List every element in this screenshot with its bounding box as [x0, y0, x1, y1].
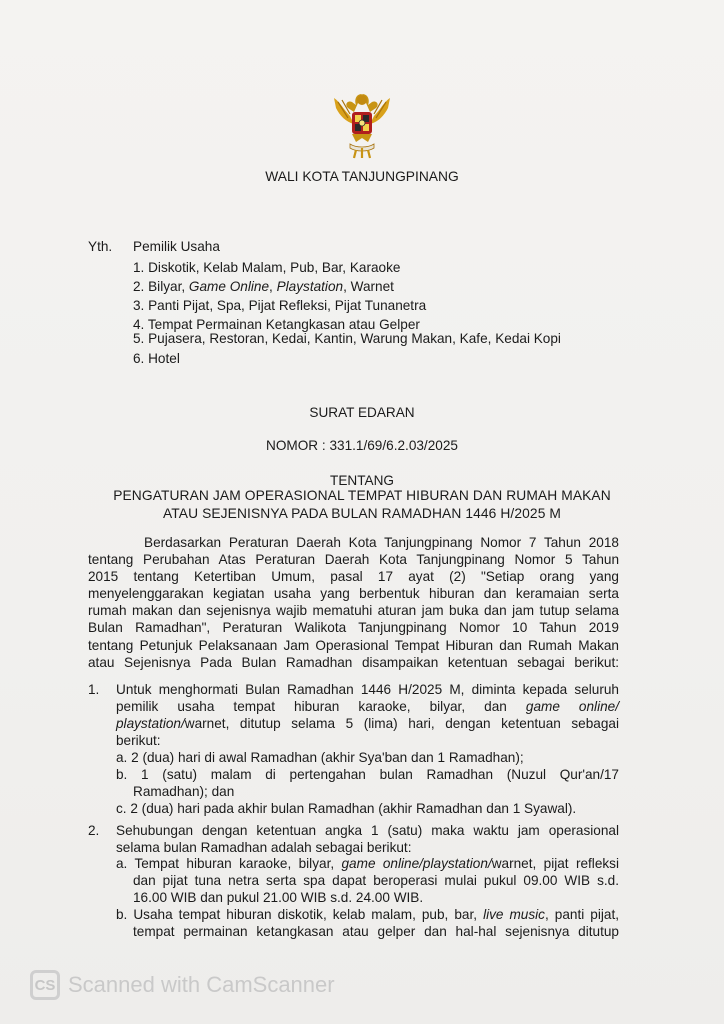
- intro-line-4: menyelenggarakan kegiatan usaha yang berbentuk hiburan dan keramaian serta: [88, 586, 619, 601]
- addressee-item-6: 6. Hotel: [133, 351, 180, 366]
- doc-type: SURAT EDARAN: [309, 405, 415, 420]
- point-2-item-b-line-2: tempat permainan ketangkasan atau gelper dan hal-hal sejenisnya ditutup: [133, 924, 619, 939]
- addressee-item-2: 2. Bilyar, Game Online, Playstation, Warnet: [133, 279, 394, 294]
- point-2-number: 2.: [88, 823, 100, 838]
- point-1-line-4: berikut:: [116, 733, 161, 748]
- point-2-item-a-line-3: 16.00 WIB dan pukul 21.00 WIB s.d. 24.00 WIB.: [133, 890, 424, 905]
- doc-number: NOMOR : 331.1/69/6.2.03/2025: [266, 438, 458, 453]
- intro-line-5: rumah makan dan sejenisnya wajib mematuhi aturan jam buka dan jam tutup selama: [88, 603, 619, 618]
- point-1-line-3: playstation/warnet, ditutup selama 5 (lima) hari, dengan ketentuan sebagai: [116, 716, 619, 731]
- point-1-item-b-line-1: b. 1 (satu) malam di pertengahan bulan Ramadhan (Nuzul Qur'an/17: [116, 767, 619, 782]
- point-1-line-1: Untuk menghormati Bulan Ramadhan 1446 H/2025 M, diminta kepada seluruh: [116, 682, 619, 697]
- point-1-item-c: c. 2 (dua) hari pada akhir bulan Ramadhan (akhir Ramadhan dan 1 Syawal).: [116, 801, 577, 816]
- letterhead-title: WALI KOTA TANJUNGPINANG: [265, 169, 459, 184]
- point-2-item-a-line-1: a. Tempat hiburan karaoke, bilyar, game online/playstation/warnet, pijat refleksi: [116, 856, 620, 871]
- addressee-recipient: Pemilik Usaha: [133, 239, 220, 254]
- garuda-emblem-icon: [330, 88, 394, 160]
- camscanner-watermark-text: Scanned with CamScanner: [68, 972, 335, 997]
- about-label: TENTANG: [330, 473, 394, 488]
- point-1-item-b-line-2: Ramadhan); dan: [133, 784, 235, 799]
- point-2-line-1: Sehubungan dengan ketentuan angka 1 (satu) maka waktu jam operasional: [116, 823, 619, 838]
- intro-line-1: Berdasarkan Peraturan Daerah Kota Tanjungpinang Nomor 7 Tahun 2018: [144, 535, 619, 550]
- intro-line-8: atau Sejenisnya Pada Bulan Ramadhan disampaikan ketentuan sebagai berikut:: [88, 655, 619, 670]
- intro-line-3: 2015 tentang Ketertiban Umum, pasal 17 ayat (2) "Setiap orang yang: [88, 569, 619, 584]
- addressee-item-1: 1. Diskotik, Kelab Malam, Pub, Bar, Karaoke: [133, 260, 401, 275]
- point-1-line-2: pemilik usaha tempat hiburan karaoke, bilyar, dan game online/: [116, 699, 619, 714]
- about-title-line-2: ATAU SEJENISNYA PADA BULAN RAMADHAN 1446 H/2025 M: [163, 506, 561, 521]
- intro-line-6: Bulan Ramadhan", Peraturan Walikota Tanjungpinang Nomor 10 Tahun 2019: [88, 620, 619, 635]
- addressee-item-5: 5. Pujasera, Restoran, Kedai, Kantin, Warung Makan, Kafe, Kedai Kopi: [133, 331, 561, 346]
- intro-line-7: tentang Petunjuk Pelaksanaan Jam Operasional Tempat Hiburan dan Rumah Makan: [88, 638, 619, 653]
- intro-line-2: tentang Perubahan Atas Peraturan Daerah Kota Tanjungpinang Nomor 5 Tahun: [88, 552, 619, 567]
- addressee-item-3: 3. Panti Pijat, Spa, Pijat Refleksi, Pijat Tunanetra: [133, 298, 427, 313]
- point-2-line-2: selama bulan Ramadhan adalah sebagai berikut:: [116, 840, 412, 855]
- about-title-line-1: PENGATURAN JAM OPERASIONAL TEMPAT HIBURAN DAN RUMAH MAKAN: [113, 488, 611, 503]
- addressee-label: Yth.: [88, 239, 113, 254]
- point-1-number: 1.: [88, 682, 100, 697]
- camscanner-watermark: [30, 968, 335, 1002]
- point-2-item-a-line-2: dan pijat tuna netra serta spa dapat beroperasi mulai pukul 09.00 WIB s.d.: [133, 873, 619, 888]
- camscanner-logo-icon: CS: [30, 970, 60, 1000]
- addressee-item-4: 4. Tempat Permainan Ketangkasan atau Gelper: [133, 317, 420, 332]
- point-1-item-a: a. 2 (dua) hari di awal Ramadhan (akhir Sya'ban dan 1 Ramadhan);: [116, 750, 524, 765]
- point-2-item-b-line-1: b. Usaha tempat hiburan diskotik, kelab malam, pub, bar, live music, panti pijat,: [116, 907, 619, 922]
